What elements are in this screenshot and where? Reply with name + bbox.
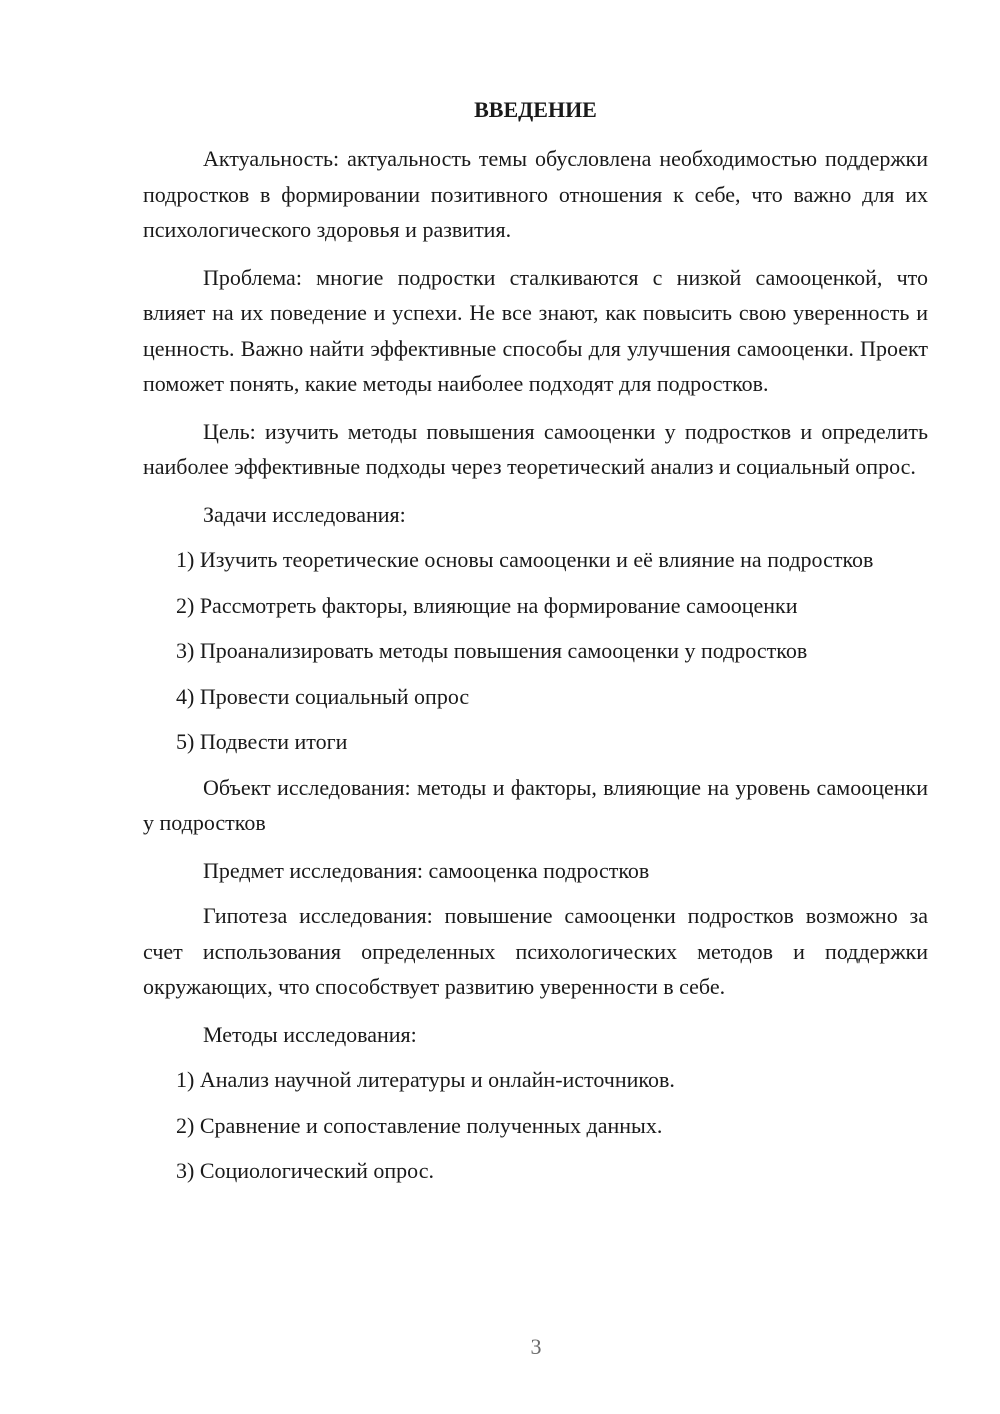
hypothesis-paragraph: Гипотеза исследования: повышение самооценки подростков возможно за счет использования определенных психологических методов и поддержки окружающих, что способствует развитию уверенности в себе. — [143, 903, 928, 999]
methods-list — [143, 1062, 928, 1189]
tasks-heading: Задачи исследования: — [203, 501, 406, 527]
list-item: 3) Социологический опрос. — [176, 1158, 434, 1183]
subject-paragraph: Предмет исследования: самооценка подростков — [203, 857, 650, 883]
relevance-paragraph: Актуальность: актуальность темы обусловлена необходимостью поддержки подростков в формировании позитивного отношения к себе, что важно для их психологического здоровья и развития. — [143, 146, 928, 242]
section-title: ВВЕДЕНИЕ — [474, 97, 597, 122]
list-item: 1) Анализ научной литературы и онлайн-источников. — [176, 1067, 675, 1092]
list-item: 5) Подвести итоги — [176, 729, 348, 754]
methods-heading: Методы исследования: — [203, 1021, 417, 1047]
list-item: 3) Проанализировать методы повышения самооценки у подростков — [176, 638, 808, 663]
tasks-list — [143, 542, 928, 760]
goal-paragraph: Цель: изучить методы повышения самооценки у подростков и определить наиболее эффективные подходы через теоретический анализ и социальный опрос. — [143, 418, 928, 479]
list-item: 2) Рассмотреть факторы, влияющие на формирование самооценки — [176, 592, 798, 618]
list-item: 2) Сравнение и сопоставление полученных данных. — [176, 1112, 663, 1138]
list-item: 1) Изучить теоретические основы самооценки и её влияние на подростков — [176, 547, 874, 572]
document-page — [143, 95, 928, 1199]
list-item: 4) Провести социальный опрос — [176, 683, 470, 709]
problem-paragraph: Проблема: многие подростки сталкиваются с низкой самооценкой, что влияет на их поведение и успехи. Не все знают, как повысить свою уверенность и ценность. Важно найти эффективные способы для улучшения самооценки. Проект поможет понять, какие методы наиболее подходят для подростков. — [143, 264, 928, 396]
page-number: 3 — [530, 1334, 542, 1359]
object-paragraph: Объект исследования: методы и факторы, влияющие на уровень самооценки у подростков — [143, 774, 928, 835]
